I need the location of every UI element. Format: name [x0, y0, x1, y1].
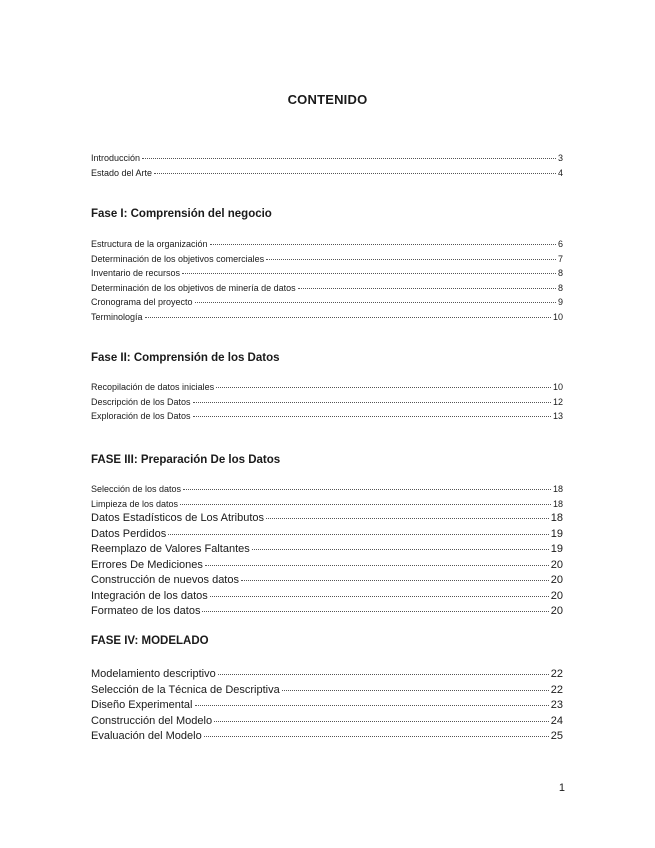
toc-entry-page: 20 — [550, 558, 563, 571]
toc-entry[interactable] — [91, 542, 563, 558]
toc-entry[interactable] — [91, 281, 563, 296]
toc-entry-page: 23 — [550, 699, 563, 711]
toc-entry-label: Formateo de los datos — [91, 605, 201, 617]
dot-leader — [266, 518, 549, 519]
toc-entry-page: 22 — [550, 668, 563, 680]
dot-leader — [154, 173, 556, 174]
toc-entry[interactable] — [91, 558, 563, 574]
intro-section — [91, 151, 563, 180]
page-title: CONTENIDO — [287, 92, 368, 107]
toc-entry[interactable] — [91, 683, 563, 699]
dot-leader — [216, 387, 551, 388]
toc-entry-page: 20 — [550, 605, 563, 617]
toc-entry-label: Construcción del Modelo — [91, 714, 213, 727]
toc-entry-label: Datos Estadísticos de Los Atributos — [91, 512, 265, 524]
toc-entry-label: Descripción de los Datos — [91, 396, 191, 407]
toc-entry[interactable] — [91, 527, 563, 543]
toc-entry[interactable] — [91, 589, 563, 605]
dot-leader — [183, 489, 551, 490]
dot-leader — [195, 705, 549, 706]
fase2-list — [91, 380, 563, 424]
toc-entry-page: 20 — [550, 589, 563, 602]
fase3-list — [91, 482, 563, 620]
toc-entry-label: Selección de la Técnica de Descriptiva — [91, 683, 280, 696]
section-heading: Fase II: Comprensión de los Datos — [91, 352, 280, 364]
toc-entry-page: 3 — [557, 153, 563, 163]
toc-entry-label: Cronograma del proyecto — [91, 297, 193, 307]
dot-leader — [241, 580, 549, 581]
toc-entry[interactable] — [91, 698, 563, 714]
fase2-section — [91, 352, 563, 364]
toc-entry-page: 12 — [552, 396, 563, 407]
toc-entry-label: Construcción de nuevos datos — [91, 574, 239, 586]
fase4-section — [91, 635, 563, 647]
toc-entry-page: 8 — [557, 268, 563, 278]
toc-entry-page: 10 — [552, 311, 563, 322]
toc-entry[interactable] — [91, 237, 563, 252]
dot-leader — [193, 402, 551, 403]
dot-leader — [142, 158, 556, 159]
toc-entry[interactable] — [91, 252, 563, 267]
toc-entry-estado-arte[interactable] — [91, 166, 563, 181]
dot-leader — [218, 674, 549, 675]
toc-entry-label: Introducción — [91, 153, 141, 163]
toc-entry-label: Recopilación de datos iniciales — [91, 382, 215, 392]
toc-entry-label: Datos Perdidos — [91, 527, 167, 540]
toc-entry[interactable] — [91, 573, 563, 589]
dot-leader — [182, 273, 556, 274]
toc-entry-label: Determinación de los objetivos comerciales — [91, 253, 265, 264]
dot-leader — [204, 736, 549, 737]
toc-entry-label: Estado del Arte — [91, 167, 153, 178]
toc-entry-page: 4 — [557, 167, 563, 178]
section-heading: FASE III: Preparación De los Datos — [91, 454, 281, 466]
toc-entry-label: Exploración de los Datos — [91, 411, 191, 421]
toc-entry-page: 8 — [557, 282, 563, 293]
toc-entry-introduccion[interactable] — [91, 151, 563, 166]
toc-entry[interactable] — [91, 729, 563, 745]
page-number: 1 — [558, 782, 565, 794]
toc-entry[interactable] — [91, 310, 563, 325]
toc-entry-page: 25 — [550, 730, 563, 742]
toc-entry-page: 10 — [552, 382, 563, 392]
dot-leader — [180, 504, 551, 505]
dot-leader — [298, 288, 556, 289]
fase1-section — [91, 208, 563, 220]
toc-entry-page: 24 — [550, 714, 563, 727]
toc-entry-label: Modelamiento descriptivo — [91, 668, 216, 680]
dot-leader — [214, 721, 549, 722]
toc-entry-label: Limpieza de los datos — [91, 498, 179, 509]
dot-leader — [145, 317, 551, 318]
toc-entry-label: Inventario de recursos — [91, 268, 181, 278]
toc-entry[interactable] — [91, 667, 563, 683]
toc-entry-label: Integración de los datos — [91, 589, 208, 602]
toc-entry[interactable] — [91, 482, 563, 497]
toc-entry-page: 19 — [550, 527, 563, 540]
section-heading: Fase I: Comprensión del negocio — [91, 208, 272, 220]
dot-leader — [168, 534, 549, 535]
toc-entry-label: Diseño Experimental — [91, 699, 193, 711]
toc-entry[interactable] — [91, 395, 563, 410]
dot-leader — [195, 302, 556, 303]
dot-leader — [193, 416, 551, 417]
toc-entry-page: 20 — [550, 574, 563, 586]
toc-entry-page: 9 — [557, 297, 563, 307]
toc-entry-page: 7 — [557, 253, 563, 264]
toc-entry[interactable] — [91, 380, 563, 395]
toc-entry-page: 19 — [550, 543, 563, 555]
toc-entry-page: 18 — [550, 512, 563, 524]
toc-entry-label: Estructura de la organización — [91, 239, 208, 249]
dot-leader — [282, 690, 549, 691]
fase3-section — [91, 454, 563, 466]
toc-entry-label: Selección de los datos — [91, 484, 182, 494]
toc-entry[interactable] — [91, 266, 563, 281]
toc-entry-page: 18 — [552, 484, 563, 494]
toc-entry-page: 18 — [552, 498, 563, 509]
dot-leader — [252, 549, 549, 550]
toc-entry[interactable] — [91, 714, 563, 730]
toc-entry[interactable] — [91, 497, 563, 512]
toc-entry-page: 6 — [557, 239, 563, 249]
toc-entry-page: 13 — [552, 411, 563, 421]
toc-entry-label: Terminología — [91, 311, 143, 322]
toc-entry[interactable] — [91, 511, 563, 527]
toc-entry-label: Reemplazo de Valores Faltantes — [91, 543, 250, 555]
dot-leader — [210, 596, 549, 597]
section-heading: FASE IV: MODELADO — [91, 635, 209, 647]
toc-entry-page: 22 — [550, 683, 563, 696]
toc-entry-label: Evaluación del Modelo — [91, 730, 202, 742]
fase1-list — [91, 237, 563, 324]
toc-entry[interactable] — [91, 604, 563, 620]
toc-entry-label: Errores De Mediciones — [91, 558, 203, 571]
dot-leader — [210, 244, 556, 245]
toc-entry[interactable] — [91, 409, 563, 424]
dot-leader — [266, 259, 556, 260]
toc-entry-label: Determinación de los objetivos de minería de datos — [91, 282, 296, 293]
dot-leader — [202, 611, 548, 612]
fase4-list — [91, 667, 563, 745]
dot-leader — [205, 565, 549, 566]
toc-entry[interactable] — [91, 295, 563, 310]
